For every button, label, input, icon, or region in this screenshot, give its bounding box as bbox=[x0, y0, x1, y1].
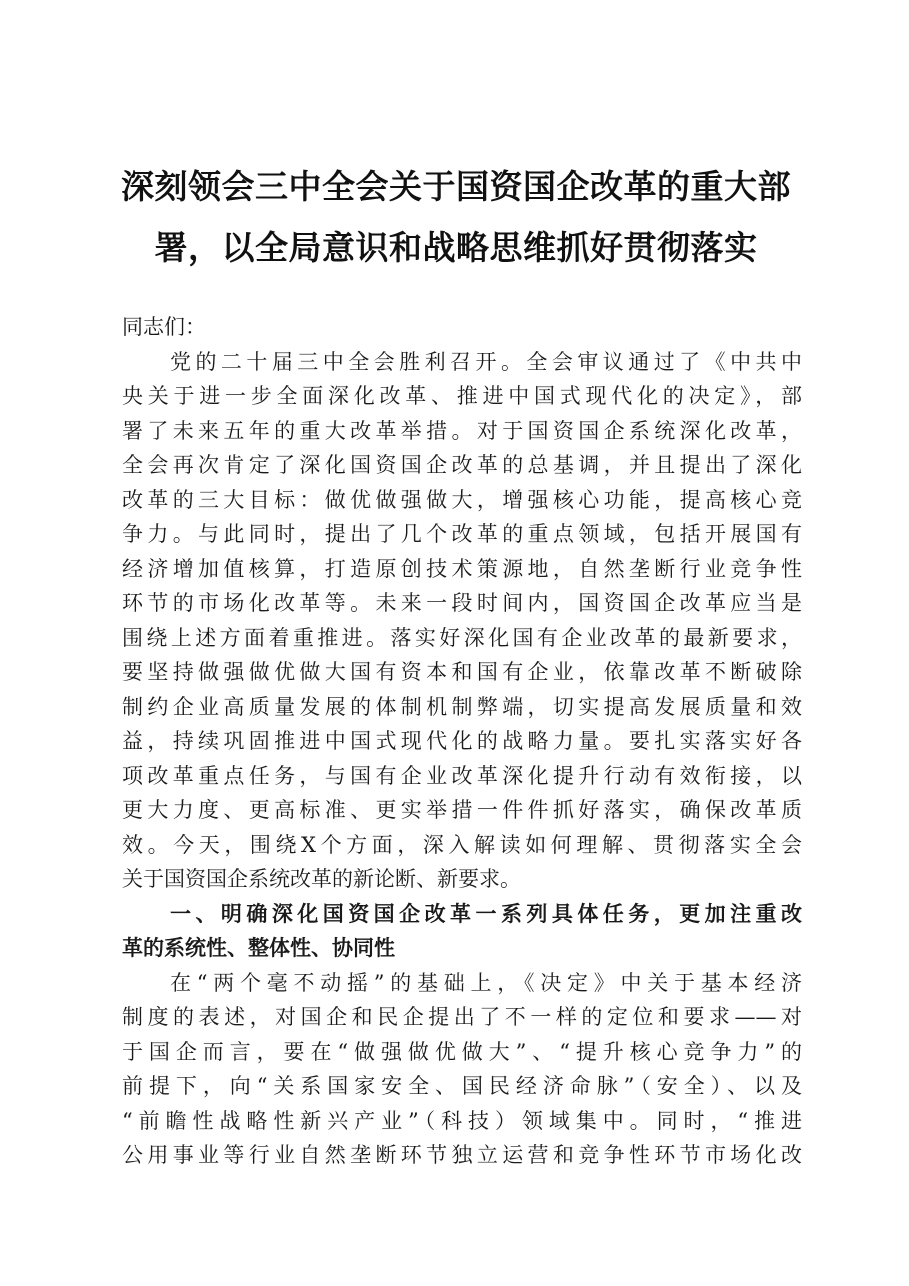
title-line: 署，以全局意识和战略思维抓好贯彻落实 bbox=[154, 228, 758, 267]
paragraph-line: 围绕上述方面着重推进。落实好深化国有企业改革的最新要求， bbox=[122, 625, 802, 650]
paragraph-line: 制约企业高质量发展的体制机制弊端，切实提高发展质量和效 bbox=[122, 694, 802, 719]
document-title bbox=[100, 156, 812, 278]
paragraph-line: 经济增加值核算，打造原创技术策源地，自然垄断行业竞争性 bbox=[122, 556, 802, 581]
paragraph-line: 效。今天，围绕X个方面，深入解读如何理解、贯彻落实全会 bbox=[122, 832, 802, 857]
paragraph-line: 环节的市场化改革等。未来一段时间内，国资国企改革应当是 bbox=[122, 591, 802, 615]
section-heading-line: 革的系统性、整体性、协同性 bbox=[122, 936, 395, 960]
paragraph-line: 前提下，向“关系国家安全、国民经济命脉”（安全）、以及 bbox=[122, 1074, 802, 1098]
paragraph-line: 党的二十届三中全会胜利召开。全会审议通过了《中共中 bbox=[170, 349, 802, 374]
document-body bbox=[122, 310, 802, 1173]
paragraph-line: 制度的表述，对国企和民企提出了不一样的定位和要求——对 bbox=[122, 1005, 802, 1029]
paragraph-line: 要坚持做强做优做大国有资本和国有企业，依靠改革不断破除 bbox=[122, 660, 802, 684]
paragraph-line: 争力。与此同时，提出了几个改革的重点领域，包括开展国有 bbox=[122, 522, 802, 546]
paragraph-line: 益，持续巩固推进中国式现代化的战略力量。要扎实落实好各 bbox=[122, 729, 802, 753]
paragraph-line: 公用事业等行业自然垄断环节独立运营和竞争性环节市场化改 bbox=[122, 1143, 802, 1167]
paragraph-line: 于国企而言，要在“做强做优做大”、“提升核心竞争力”的 bbox=[122, 1039, 802, 1064]
paragraph-line: 项改革重点任务，与国有企业改革深化提升行动有效衔接，以 bbox=[122, 763, 802, 788]
title-line: 深刻领会三中全会关于国资国企改革的重大部 bbox=[121, 167, 791, 206]
paragraph-line: 署了未来五年的重大改革举措。对于国资国企系统深化改革， bbox=[122, 418, 802, 443]
salutation: 同志们： bbox=[122, 315, 206, 339]
paragraph-line: 改革的三大目标：做优做强做大，增强核心功能，提高核心竞 bbox=[122, 487, 802, 512]
paragraph-line: 在“两个毫不动摇”的基础上，《决定》中关于基本经济 bbox=[170, 970, 802, 995]
paragraph-line: 更大力度、更高标准、更实举措一件件抓好落实，确保改革质 bbox=[122, 798, 802, 822]
paragraph-line: 关于国资国企系统改革的新论断、新要求。 bbox=[122, 867, 521, 891]
section-heading-line: 一、明确深化国资国企改革一系列具体任务，更加注重改 bbox=[170, 901, 802, 926]
paragraph-line: “前瞻性战略性新兴产业”（科技）领域集中。同时，“推进 bbox=[122, 1108, 802, 1133]
paragraph-line: 央关于进一步全面深化改革、推进中国式现代化的决定》，部 bbox=[122, 384, 802, 408]
paragraph-line: 全会再次肯定了深化国资国企改革的总基调，并且提出了深化 bbox=[122, 453, 802, 477]
